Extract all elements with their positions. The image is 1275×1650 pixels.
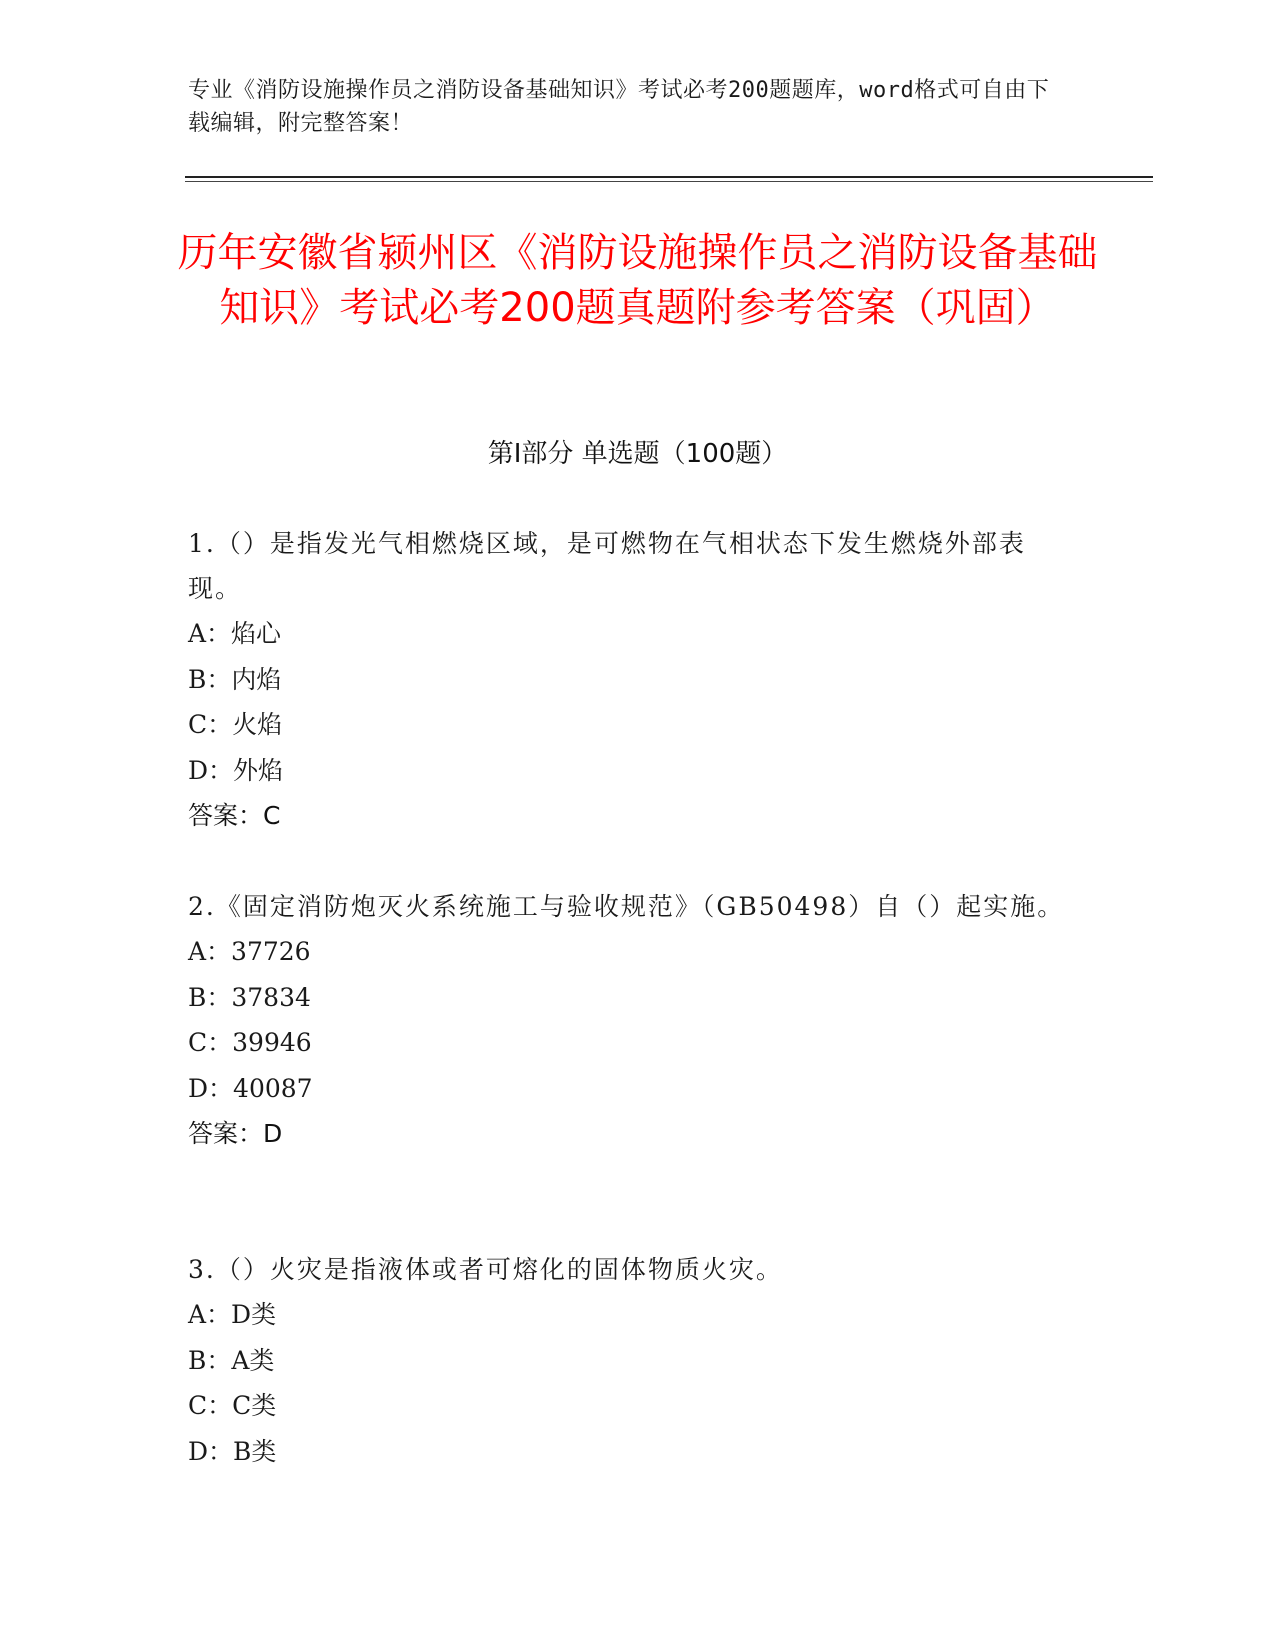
answer: 答案：D bbox=[188, 1119, 283, 1148]
question-2 bbox=[188, 884, 1068, 1156]
answer: 答案：C bbox=[188, 801, 281, 830]
header-rule-thin bbox=[185, 181, 1153, 182]
question-stem: 3.（）火灾是指液体或者可熔化的固体物质火灾。 bbox=[188, 1255, 783, 1284]
option-b: B：A类 bbox=[188, 1345, 275, 1375]
question-stem: 1.（）是指发光气相燃烧区域，是可燃物在气相状态下发生燃烧外部表现。 bbox=[188, 529, 1026, 603]
question-stem: 2.《固定消防炮灭火系统施工与验收规范》（GB50498）自（）起实施。 bbox=[188, 892, 1065, 921]
section-heading: 第I部分 单选题（100题） bbox=[487, 439, 788, 469]
option-d: D：40087 bbox=[188, 1073, 313, 1103]
option-b: B：内焰 bbox=[188, 664, 282, 694]
option-b: B：37834 bbox=[188, 982, 311, 1012]
option-c: C：火焰 bbox=[188, 710, 283, 739]
header-rule-thick bbox=[185, 176, 1153, 178]
option-a: A：37726 bbox=[188, 937, 311, 966]
option-d: D：B类 bbox=[188, 1436, 277, 1466]
option-c: C：39946 bbox=[188, 1028, 312, 1057]
option-a: A：焰心 bbox=[188, 619, 282, 648]
option-c: C：C类 bbox=[188, 1391, 277, 1420]
document-title: 历年安徽省颍州区《消防设施操作员之消防设备基础知识》考试必考200题真题附参考答案（巩固） bbox=[177, 230, 1098, 331]
question-3 bbox=[188, 1247, 1068, 1474]
option-a: A：D类 bbox=[188, 1300, 277, 1329]
header-note: 专业《消防设施操作员之消防设备基础知识》考试必考200题题库，word格式可自由下载编辑，附完整答案！ bbox=[188, 78, 1050, 136]
question-1 bbox=[188, 521, 1068, 838]
option-d: D：外焰 bbox=[188, 755, 284, 785]
